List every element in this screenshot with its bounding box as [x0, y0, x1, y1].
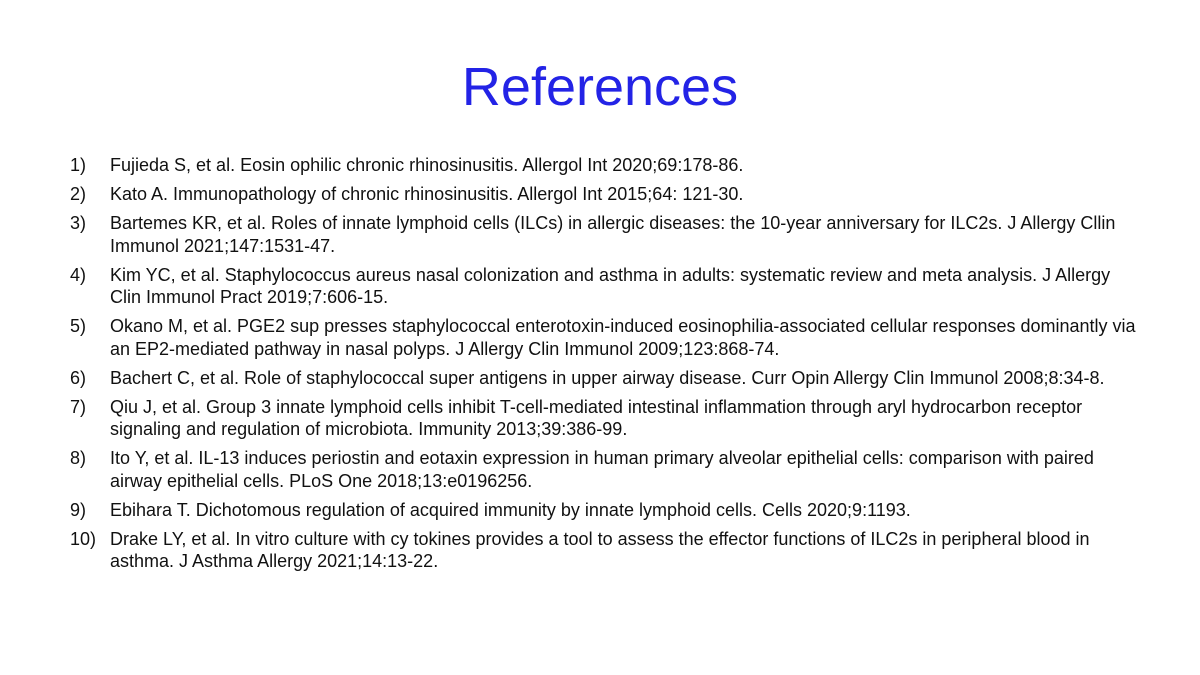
reference-text: Ito Y, et al. IL-13 induces periostin and eotaxin expression in human primary alveolar epithelial cells: comparison with paired airway epithelial cells. PLoS One 2018;13:e0196256.	[110, 448, 1094, 491]
reference-item	[70, 528, 1140, 573]
reference-text: Kato A. Immunopathology of chronic rhinosinusitis. Allergol Int 2015;64: 121-30.	[110, 184, 744, 204]
reference-text: Drake LY, et al. In vitro culture with cy tokines provides a tool to assess the effector functions of ILC2s in peripheral blood in asthma. J Asthma Allergy 2021;14:13-22.	[110, 528, 1090, 571]
reference-text: Fujieda S, et al. Eosin ophilic chronic rhinosinusitis. Allergol Int 2020;69:178-86.	[110, 155, 744, 175]
reference-number: 2)	[70, 184, 87, 204]
reference-text: Bartemes KR, et al. Roles of innate lymphoid cells (ILCs) in allergic diseases: the 10-year anniversary for ILC2s. J Allergy Cllin Immunol 2021;147:1531-47.	[110, 213, 1116, 256]
reference-item	[70, 264, 1140, 309]
reference-list	[70, 154, 1140, 579]
reference-item	[70, 212, 1140, 257]
reference-number: 4)	[70, 264, 87, 285]
reference-number: 7)	[70, 396, 87, 417]
reference-number: 1)	[70, 155, 87, 175]
reference-number: 5)	[70, 316, 87, 336]
reference-text: Kim YC, et al. Staphylococcus aureus nasal colonization and asthma in adults: systematic review and meta analysis. J Allergy Clin Immunol Pract 2019;7:606-15.	[110, 264, 1111, 307]
reference-text: Bachert C, et al. Role of staphylococcal super antigens in upper airway disease. Curr Opin Allergy Clin Immunol 2008;8:34-8.	[110, 367, 1105, 388]
reference-item	[70, 367, 1140, 390]
reference-number: 8)	[70, 448, 87, 468]
reference-number: 9)	[70, 499, 87, 520]
reference-text: Ebihara T. Dichotomous regulation of acquired immunity by innate lymphoid cells. Cells 2020;9:1193.	[110, 499, 911, 520]
reference-number: 10)	[70, 528, 97, 549]
reference-text: Okano M, et al. PGE2 sup presses staphylococcal enterotoxin-induced eosinophilia-associated cellular responses dominantly via an EP2-mediated pathway in nasal polyps. J Allergy Clin Immunol 2009;123:868-74.	[110, 316, 1136, 359]
reference-item	[70, 447, 1140, 492]
reference-item	[70, 183, 1140, 206]
reference-number: 6)	[70, 367, 87, 388]
page-title: References	[461, 57, 739, 117]
reference-item	[70, 396, 1140, 441]
reference-item	[70, 315, 1140, 360]
reference-item	[70, 499, 1140, 522]
reference-number: 3)	[70, 213, 87, 233]
reference-text: Qiu J, et al. Group 3 innate lymphoid cells inhibit T-cell-mediated intestinal inflammation through aryl hydrocarbon receptor signaling and regulation of microbiota. Immunity 2013;39:386-99.	[110, 396, 1083, 439]
reference-item	[70, 154, 1140, 177]
